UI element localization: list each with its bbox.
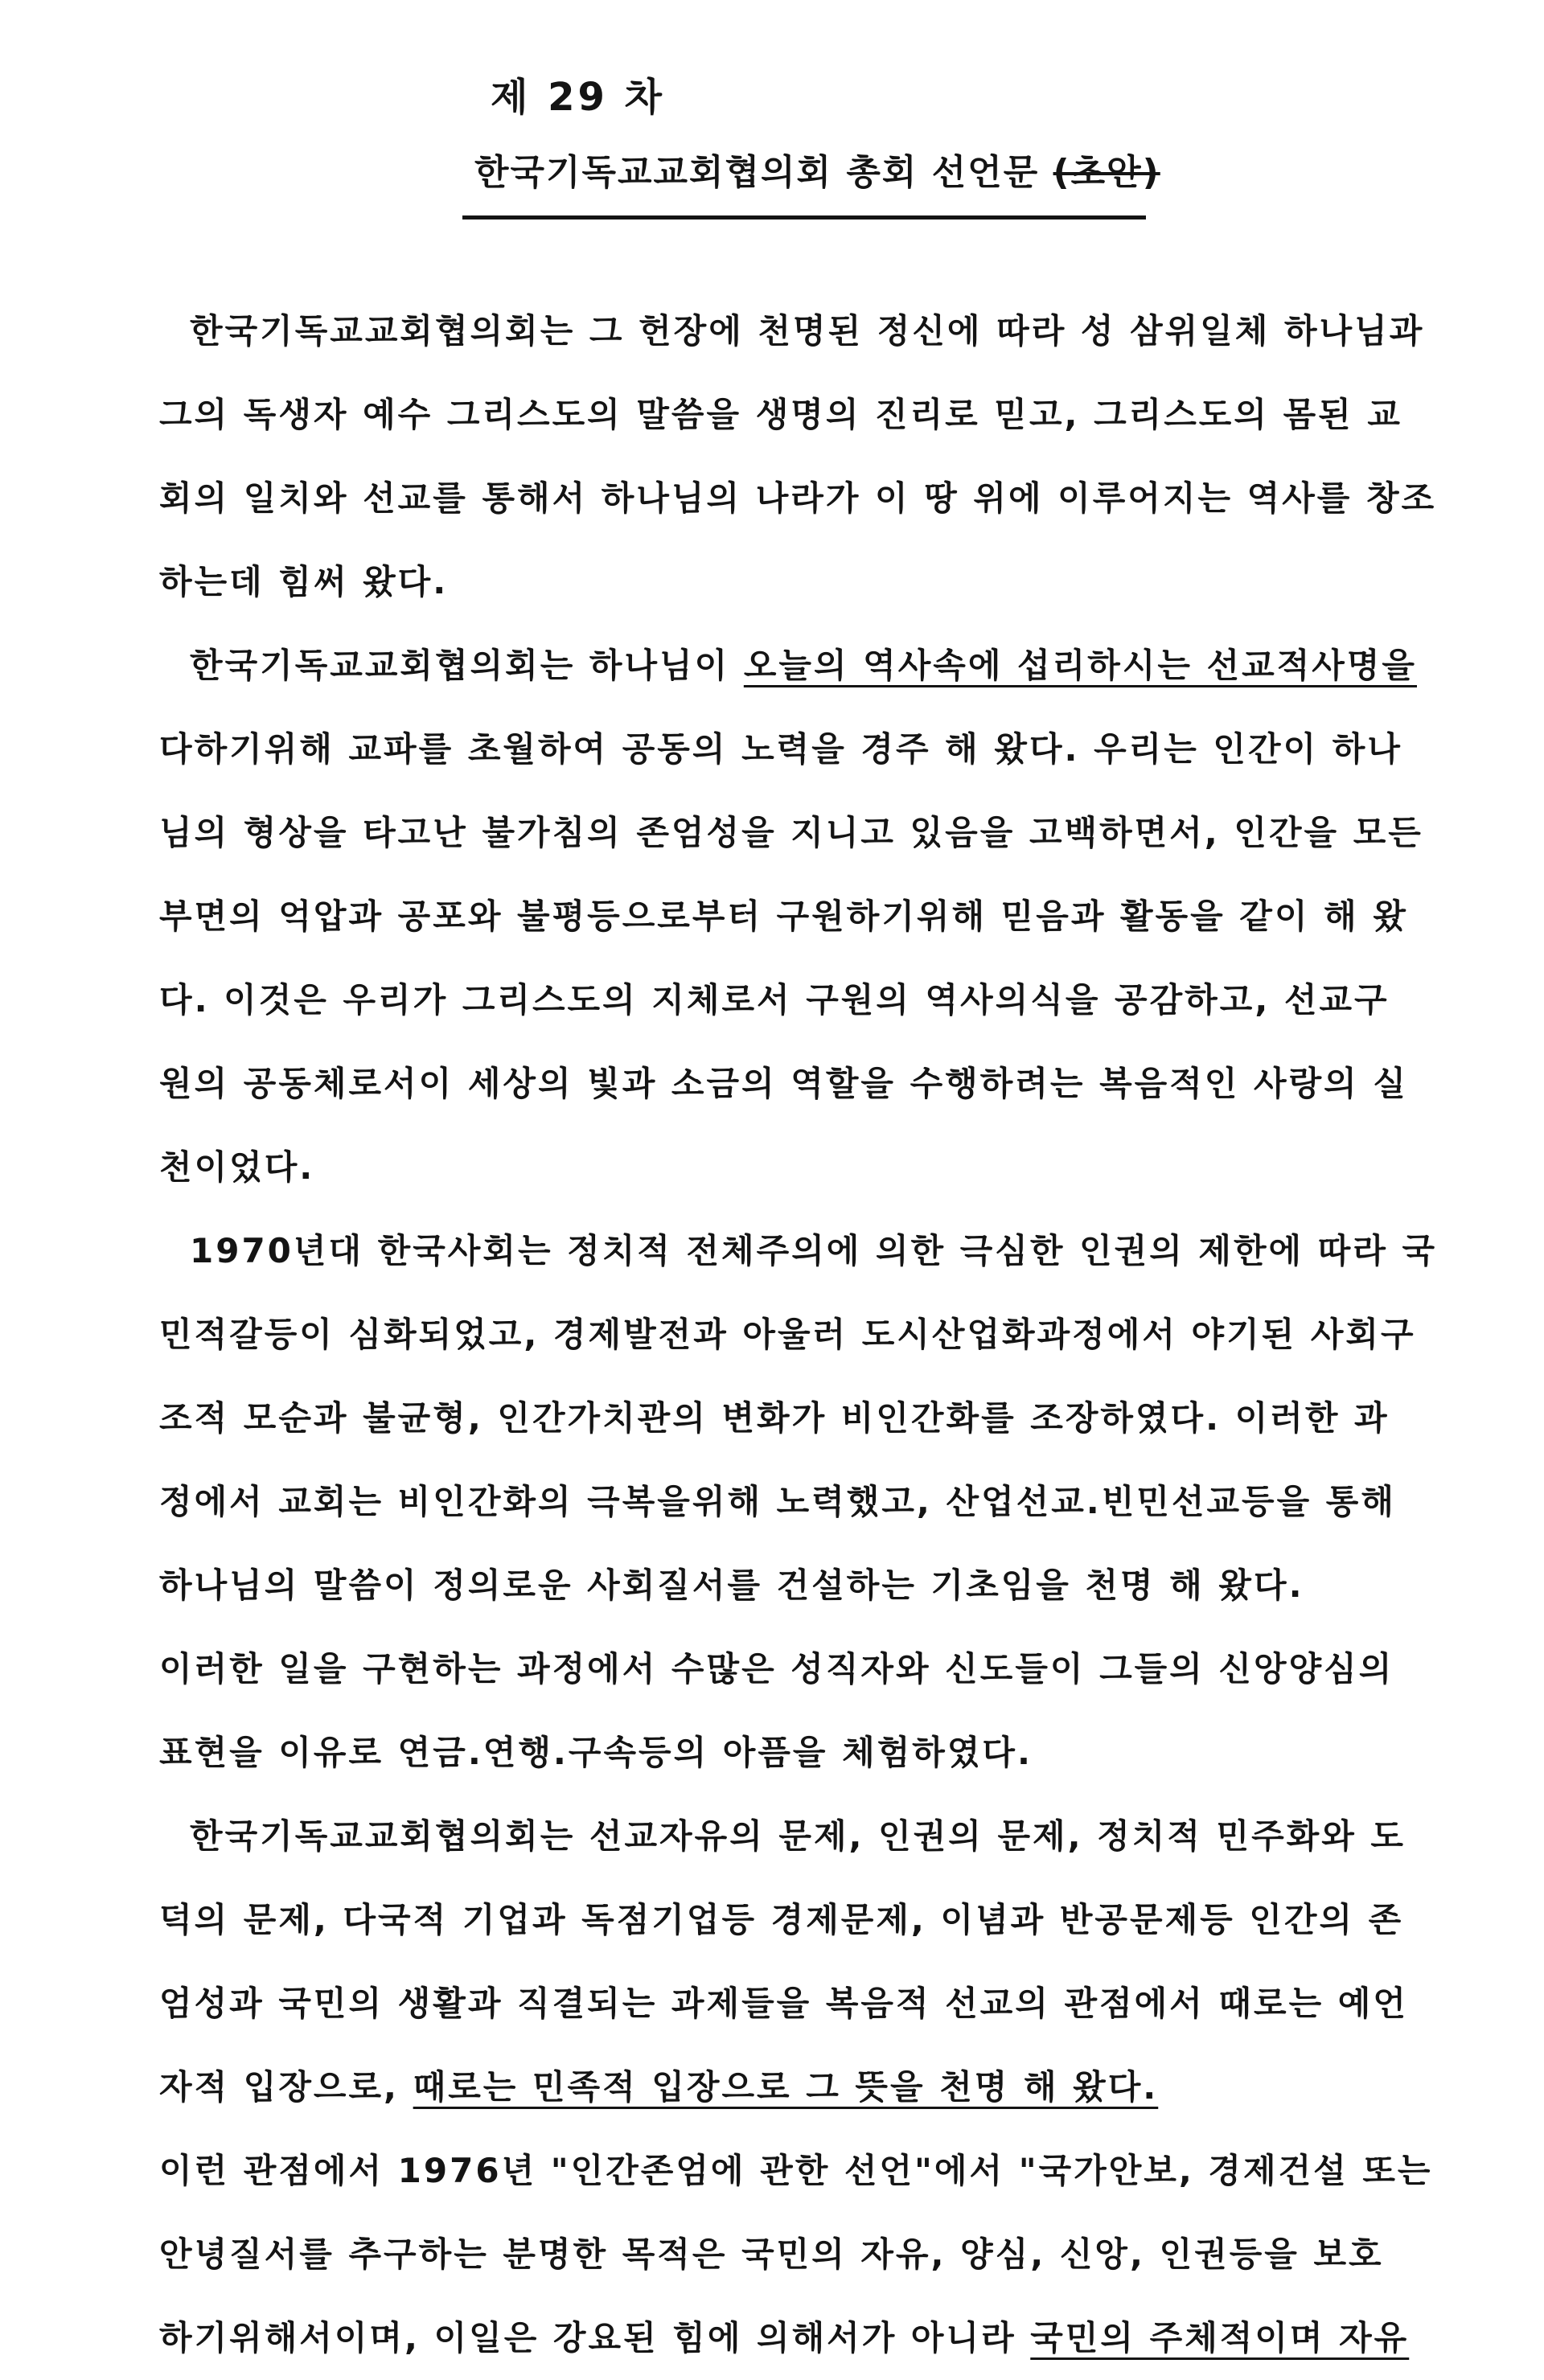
text-line <box>159 1878 1414 1962</box>
text-line <box>159 1544 1414 1627</box>
text-line <box>159 1627 1414 1711</box>
title-struck-note: (초안) <box>1053 152 1160 193</box>
text-segment: 하나님의 말씀이 정의로운 사회질서를 건설하는 기초임을 천명 해 왔다. <box>159 1565 1304 1605</box>
text-segment: 님의 형상을 타고난 불가침의 존엄성을 지니고 있음을 고백하면서, 인간을 모든 <box>159 813 1423 852</box>
text-line <box>159 1795 1414 1878</box>
text-line <box>159 1711 1414 1795</box>
text-line <box>159 2046 1414 2129</box>
text-segment: 표현을 이유로 연금.연행.구속등의 아픔을 체험하였다. <box>159 1733 1033 1772</box>
text-segment: 정에서 교회는 비인간화의 극복을위해 노력했고, 산업선교.빈민선교등을 통해 <box>159 1482 1396 1521</box>
text-segment: 회의 일치와 선교를 통해서 하나님의 나라가 이 땅 위에 이루어지는 역사를 창조 <box>159 478 1437 518</box>
text-line <box>159 2129 1433 2213</box>
underlined-text: 오늘의 역사속에 섭리하시는 선교적사명을 <box>743 646 1417 685</box>
body-text <box>159 289 1438 2380</box>
text-segment: 하는데 힘써 왔다. <box>159 562 449 601</box>
text-segment: 덕의 문제, 다국적 기업과 독점기업등 경제문제, 이념과 반공문제등 인간의 존 <box>159 1900 1404 1939</box>
text-segment: 하기위해서이며, 이일은 강요된 힘에 의해서가 아니라 <box>159 2318 1031 2357</box>
text-line <box>159 1042 1414 1126</box>
text-segment: 안녕질서를 추구하는 분명한 목적은 국민의 자유, 양심, 신앙, 인권등을 보호 <box>159 2234 1384 2274</box>
text-line <box>159 708 1414 791</box>
title-underline-rule <box>462 215 1146 220</box>
text-line <box>159 373 1414 457</box>
text-line <box>159 289 1425 373</box>
text-segment: 천이었다. <box>159 1147 315 1187</box>
text-line <box>159 1962 1414 2046</box>
text-segment: 엄성과 국민의 생활과 직결되는 과제들을 복음적 선교의 관점에서 때로는 예언 <box>159 1984 1408 2023</box>
text-segment: 그의 독생자 예수 그리스도의 말씀을 생명의 진리로 믿고, 그리스도의 몸된 교 <box>159 395 1402 434</box>
text-line <box>159 2296 1414 2380</box>
text-segment: 자적 입장으로, <box>159 2067 413 2107</box>
text-segment: 조적 모순과 불균형, 인간가치관의 변화가 비인간화를 조장하였다. 이러한 과 <box>159 1398 1390 1438</box>
text-segment: 부면의 억압과 공포와 불평등으로부터 구원하기위해 믿음과 활동을 같이 해 왔 <box>159 897 1408 936</box>
underlined-text: 국민의 주체적이며 자유 <box>1030 2318 1410 2357</box>
document-title <box>474 143 1160 195</box>
text-line <box>159 624 1417 708</box>
text-line <box>159 1293 1414 1377</box>
text-line <box>159 958 1414 1042</box>
text-segment: 한국기독교교회협의회는 그 헌장에 천명된 정신에 따라 성 삼위일체 하나님과 <box>190 311 1425 351</box>
text-line <box>159 2213 1414 2296</box>
text-segment: 이러한 일을 구현하는 과정에서 수많은 성직자와 신도들이 그들의 신앙양심의 <box>159 1649 1394 1689</box>
text-segment: 1970년대 한국사회는 정치적 전체주의에 의한 극심한 인권의 제한에 따라 국 <box>190 1231 1438 1270</box>
text-segment: 민적갈등이 심화되었고, 경제발전과 아울러 도시산업화과정에서 야기된 사회구 <box>159 1315 1416 1354</box>
text-line <box>159 540 1414 624</box>
text-line <box>159 457 1437 540</box>
underlined-text: 때로는 민족적 입장으로 그 뜻을 천명 해 왔다. <box>413 2067 1159 2107</box>
text-segment: 다. 이것은 우리가 그리스도의 지체로서 구원의 역사의식을 공감하고, 선교구 <box>159 980 1390 1020</box>
text-line <box>159 875 1414 958</box>
title-main: 한국기독교교회협의회 총회 선언문 <box>474 152 1040 193</box>
session-label: 제 29 차 <box>491 75 665 120</box>
text-segment: 이런 관점에서 1976년 "인간존엄에 관한 선언"에서 "국가안보, 경제건설 또는 <box>159 2151 1433 2190</box>
text-segment: 한국기독교교회협의회는 선교자유의 문제, 인권의 문제, 정치적 민주화와 도 <box>190 1816 1406 1856</box>
text-line <box>159 1377 1414 1460</box>
text-segment: 다하기위해 교파를 초월하여 공동의 노력을 경주 해 왔다. 우리는 인간이 하나 <box>159 729 1402 769</box>
text-segment: 원의 공동체로서이 세상의 빛과 소금의 역할을 수행하려는 복음적인 사랑의 실 <box>159 1064 1408 1103</box>
text-line <box>159 791 1423 875</box>
text-line <box>159 1460 1414 1544</box>
text-segment: 한국기독교교회협의회는 하나님이 <box>190 646 744 685</box>
text-line <box>159 1209 1438 1293</box>
text-line <box>159 1126 1414 1209</box>
